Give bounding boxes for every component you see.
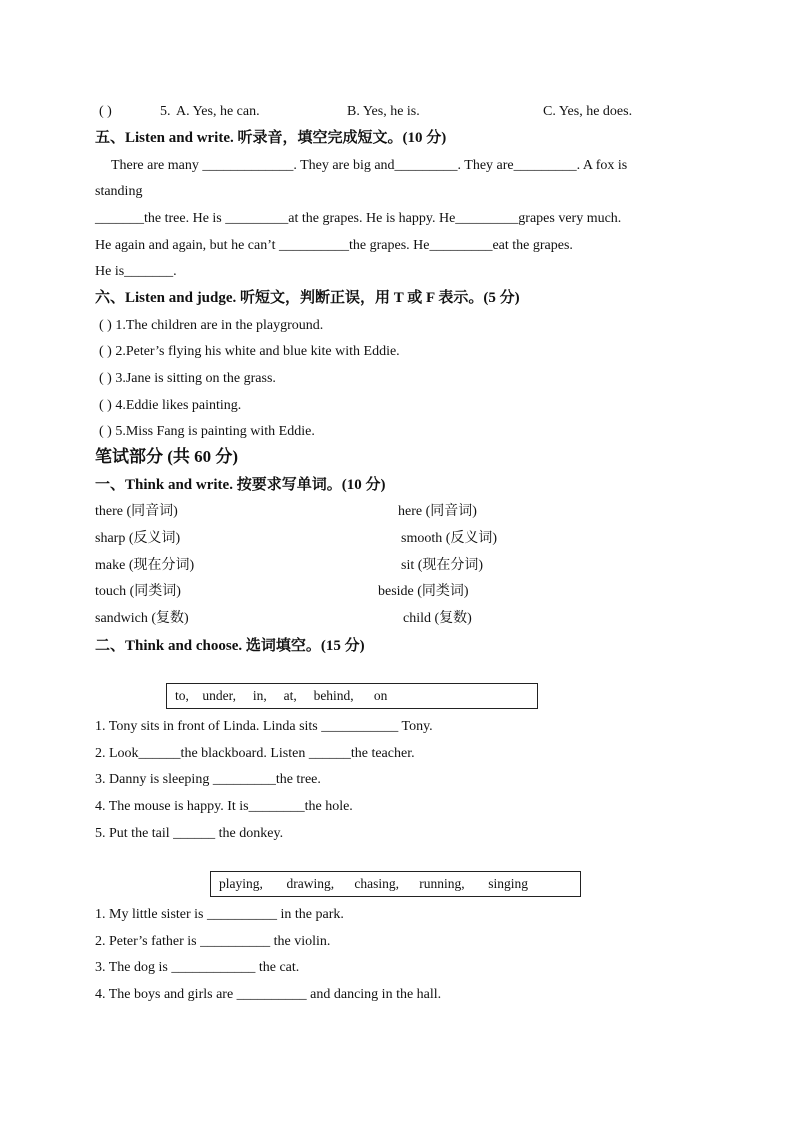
q5-option-c: C. Yes, he does. — [543, 104, 633, 119]
choose-question: 4. The boys and girls are __________ and dancing in the hall. — [95, 987, 442, 1002]
choose-question: 1. Tony sits in front of Linda. Linda sits ___________ Tony. — [95, 719, 433, 734]
q5-option-a: A. Yes, he can. — [176, 104, 260, 119]
written-part-title: 笔试部分 (共 60 分) — [95, 447, 239, 466]
judge-item: ( ) 2.Peter’s flying his white and blue kite with Eddie. — [99, 344, 400, 359]
q5-number: 5. — [160, 104, 171, 119]
section-5-title: 五、Listen and write. 听录音，填空完成短文。(10 分) — [95, 130, 447, 146]
judge-item: ( ) 4.Eddie likes painting. — [99, 398, 242, 413]
section-5-line-2: standing — [95, 184, 143, 199]
section-5-line-3: _______the tree. He is _________at the grapes. He is happy. He_________grapes very much. — [95, 211, 622, 226]
choose-question: 3. The dog is ____________ the cat. — [95, 960, 300, 975]
word-task-right: child (复数) — [403, 611, 472, 626]
judge-item: ( ) 5.Miss Fang is painting with Eddie. — [99, 424, 315, 439]
word-bank-box-2: playing, drawing, chasing, running, singing — [210, 871, 581, 897]
choose-question: 1. My little sister is __________ in the park. — [95, 907, 344, 922]
word-task-left: sandwich (复数) — [95, 611, 189, 626]
word-task-right: here (同音词) — [398, 504, 477, 519]
choose-question: 3. Danny is sleeping _________the tree. — [95, 772, 321, 787]
word-bank-box-1: to, under, in, at, behind, on — [166, 683, 538, 709]
word-task-right: smooth (反义词) — [401, 531, 498, 546]
choose-question: 5. Put the tail ______ the donkey. — [95, 826, 284, 841]
section-6-title: 六、Listen and judge. 听短文，判断正误，用 T 或 F 表示。(5 分) — [95, 290, 520, 306]
choose-question: 4. The mouse is happy. It is________the hole. — [95, 799, 353, 814]
q5-option-b: B. Yes, he is. — [347, 104, 420, 119]
section-5-line-1: There are many _____________. They are big and_________. They are_________. A fox is — [111, 158, 628, 173]
section-5-line-5: He is_______. — [95, 264, 177, 279]
word-task-left: touch (同类词) — [95, 584, 181, 599]
q5-paren: ( ) — [99, 104, 112, 119]
word-task-right: sit (现在分词) — [401, 558, 484, 573]
choose-question: 2. Peter’s father is __________ the violin. — [95, 934, 331, 949]
written-2-title: 二、Think and choose. 选词填空。(15 分) — [95, 638, 365, 654]
word-task-left: sharp (反义词) — [95, 531, 181, 546]
choose-question: 2. Look______the blackboard. Listen ______the teacher. — [95, 746, 415, 761]
word-task-right: beside (同类词) — [378, 584, 469, 599]
judge-item: ( ) 3.Jane is sitting on the grass. — [99, 371, 276, 386]
word-task-left: make (现在分词) — [95, 558, 195, 573]
word-task-left: there (同音词) — [95, 504, 178, 519]
written-1-title: 一、Think and write. 按要求写单词。(10 分) — [95, 477, 386, 493]
judge-item: ( ) 1.The children are in the playground. — [99, 318, 324, 333]
section-5-line-4: He again and again, but he can’t __________the grapes. He_________eat the grapes. — [95, 238, 573, 253]
